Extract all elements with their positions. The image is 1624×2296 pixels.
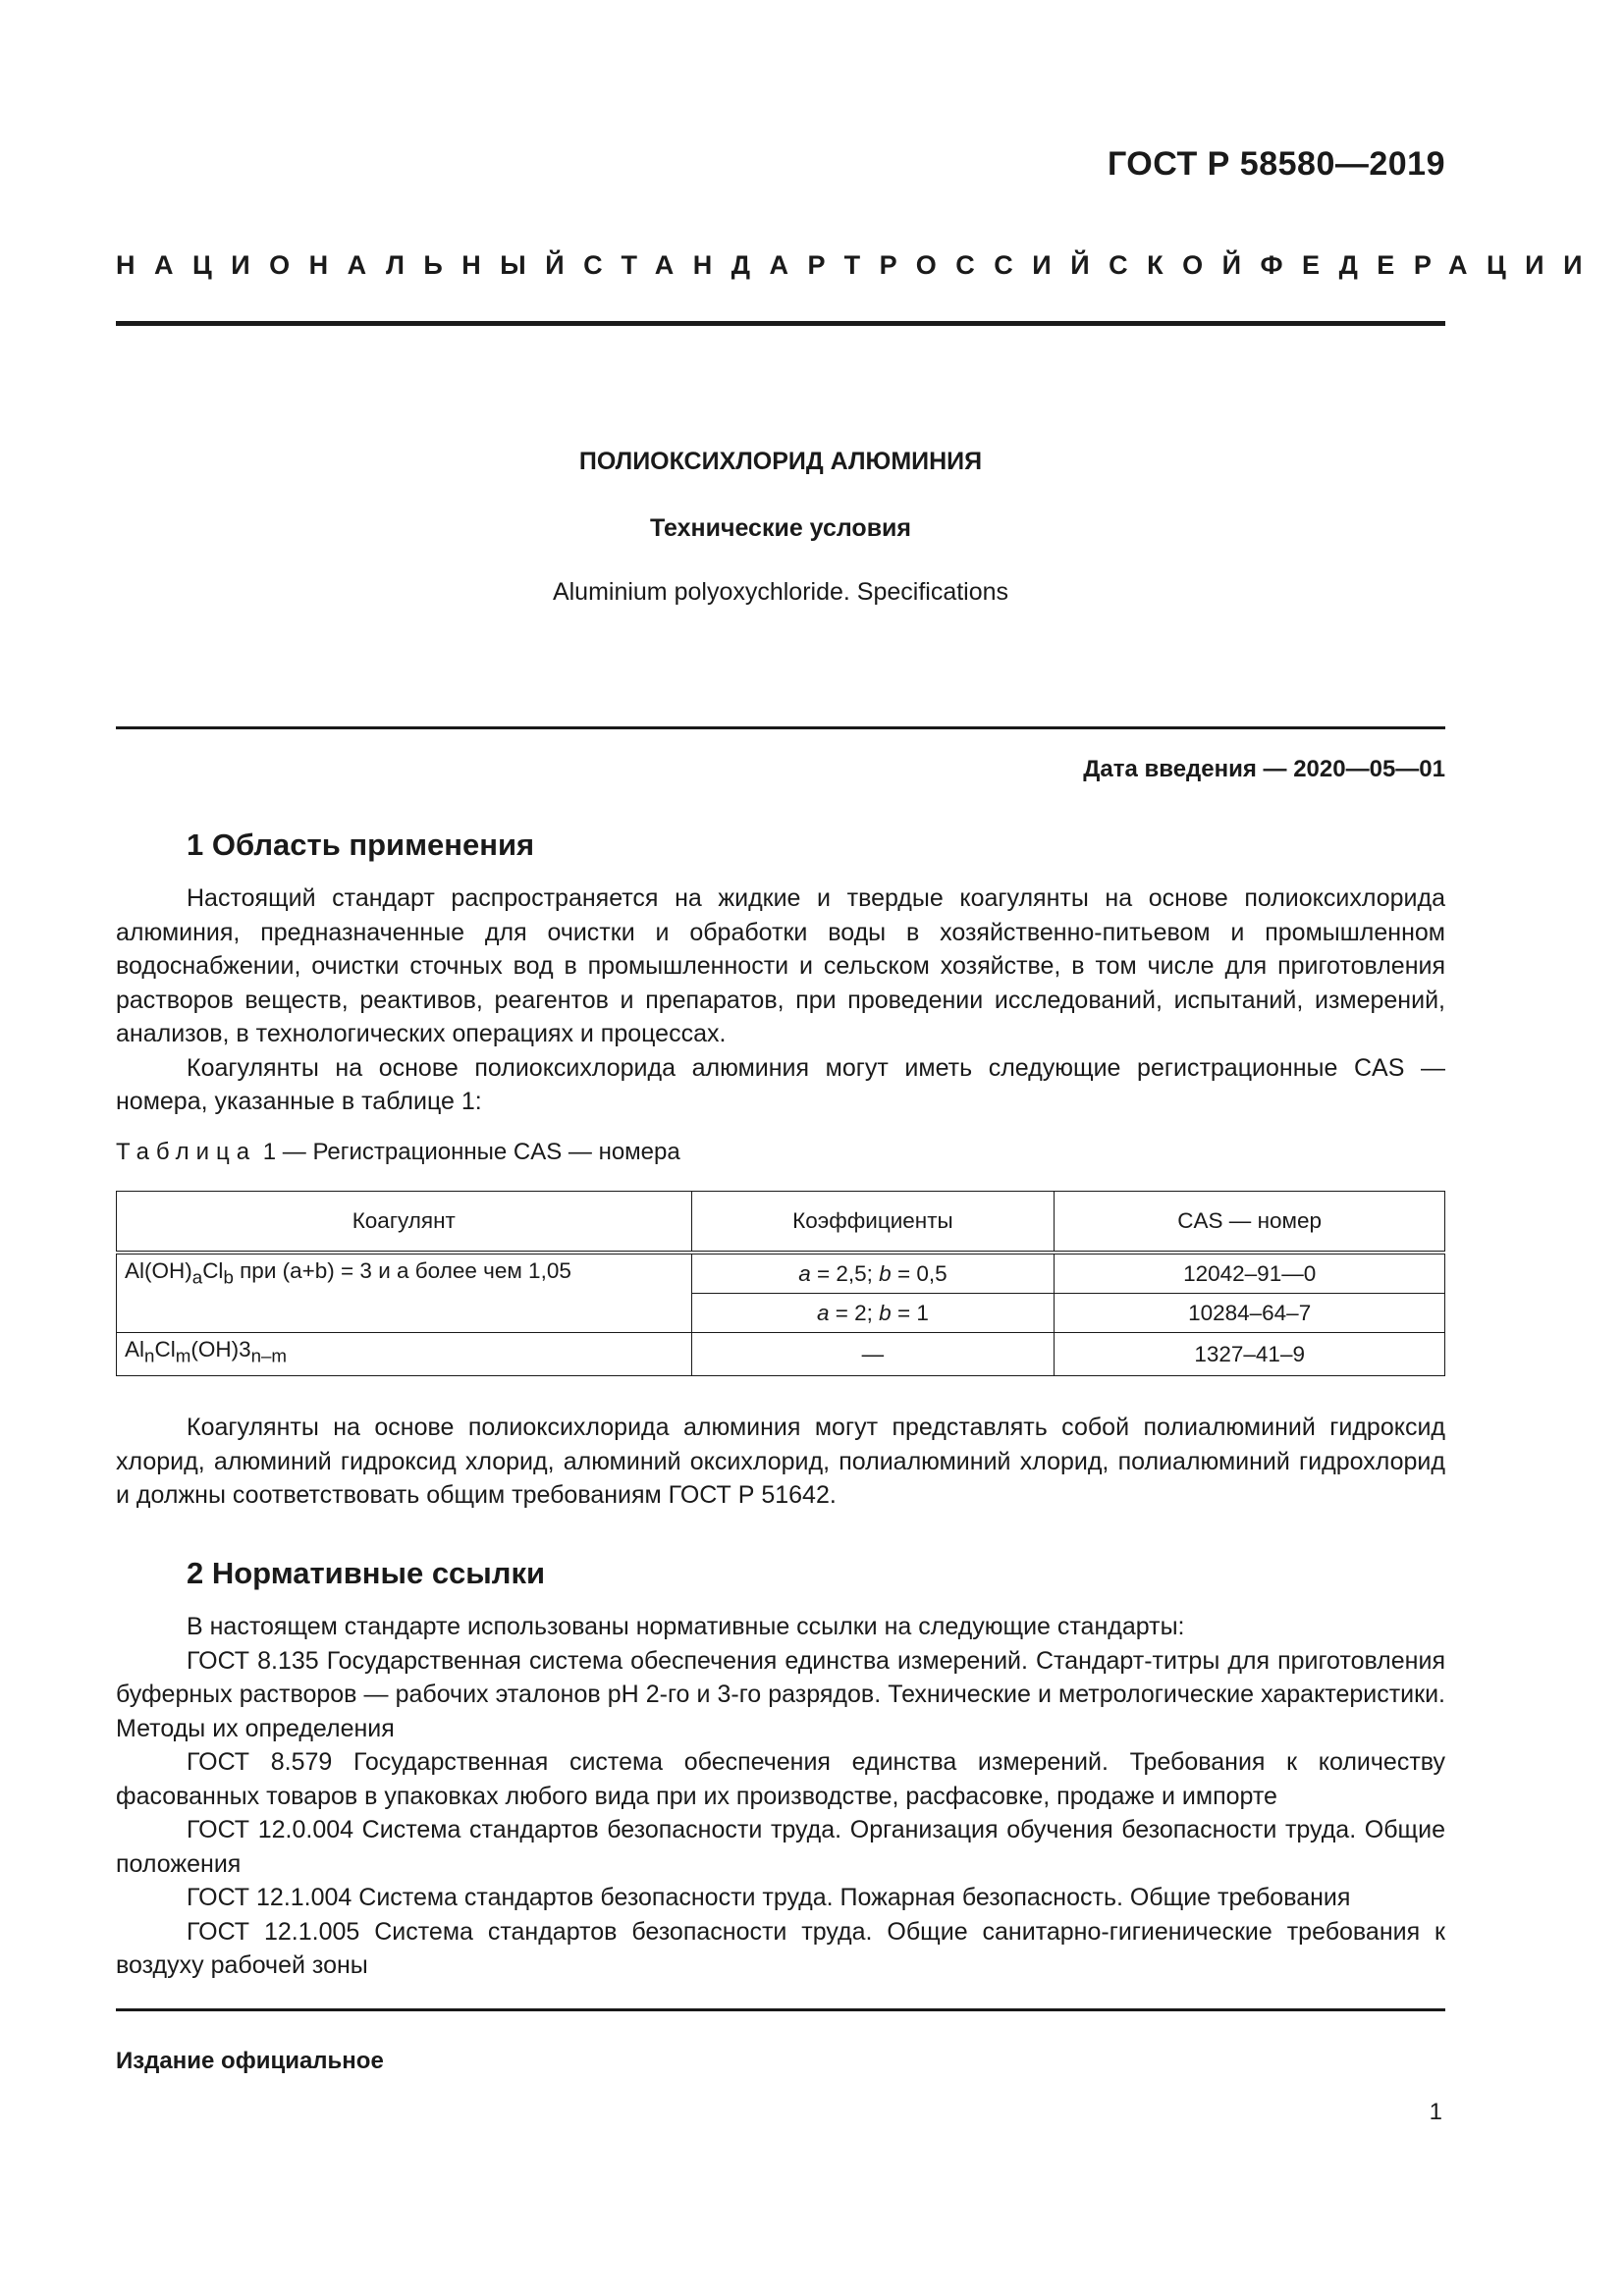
table-caption [116,1139,680,1166]
coefficients-cell: — [691,1333,1055,1376]
column-header: Коэффициенты [691,1192,1055,1254]
document-code: ГОСТ Р 58580—2019 [1107,145,1445,183]
coagulant-formula-cell: $Al(OH)_aCl_b$ при (a+b) = 3 и а более чем 1,05 [117,1253,692,1333]
banner-word: ФЕДЕРАЦИИ [1260,250,1601,280]
national-standard-banner [116,250,1601,281]
cas-numbers-table [116,1191,1445,1376]
paragraph: В настоящем стандарте использованы нормативные ссылки на следующие стандарты: [187,1613,1185,1640]
document-subtitle: Технические условия [649,514,912,542]
english-title: Aluminium polyoxychloride. Specifications [552,578,1009,606]
introduction-date: Дата введения — 2020—05—01 [1083,756,1445,782]
section-heading: 1 Область применения [187,828,535,862]
cas-number-cell: 1327–41–9 [1055,1333,1445,1376]
section-1-body [116,881,1445,1119]
paragraph: Коагулянты на основе полиоксихлорида алюминия могут иметь следующие регистрационные CAS — номера, указанные в таблице 1: [116,1053,1445,1115]
column-header: Коагулянт [117,1192,692,1254]
paragraph: Коагулянты на основе полиоксихлорида алюминия могут представлять собой полиалюминий гидроксид хлорид, алюминий гидроксид хлорид, алюминий оксихлорид, полиалюминий хлорид, полиалюминий гидрохлорид и должны соответствовать общим требованиям ГОСТ Р 51642. [116,1414,1445,1509]
reference-item: ГОСТ 12.1.004 Система стандартов безопасности труда. Пожарная безопасность. Общие требования [187,1884,1351,1911]
banner-word: РОССИЙСКОЙ [879,250,1261,280]
reference-item: ГОСТ 8.135 Государственная система обеспечения единства измерений. Стандарт-титры для приготовления буферных растворов — рабочих эталонов pH 2-го и 3-го разрядов. Технические и метрологические характеристики. Методы их определения [116,1646,1445,1742]
banner-word: СТАНДАРТ [583,250,880,280]
official-edition-label: Издание официальное [116,2048,384,2074]
table-row [117,1253,1445,1294]
table-caption-label: Таблица [116,1139,257,1165]
coagulant-formula-cell: $Al_nCl_m(OH)3_{n-m}$ [117,1333,692,1376]
column-header: CAS — номер [1055,1192,1445,1254]
reference-item: ГОСТ 12.0.004 Система стандартов безопасности труда. Организация обучения безопасности труда. Общие положения [116,1816,1445,1878]
cas-number-cell: 12042–91—0 [1055,1253,1445,1294]
section-2-body [116,1610,1445,1983]
coefficients-cell: a = 2,5; b = 0,5 [691,1253,1055,1294]
table-row [117,1333,1445,1376]
coefficients-cell: a = 2; b = 1 [691,1294,1055,1333]
document-title: ПОЛИОКСИХЛОРИД АЛЮМИНИЯ [578,448,983,475]
section-1-continuation [116,1411,1445,1513]
section-heading: 2 Нормативные ссылки [187,1556,546,1590]
header-divider [116,321,1445,326]
title-divider [116,726,1445,729]
footer-divider [116,2008,1445,2011]
page-number: 1 [1429,2099,1442,2125]
table-header-row [117,1192,1445,1254]
reference-item: ГОСТ 12.1.005 Система стандартов безопасности труда. Общие санитарно-гигиенические требования к воздуху рабочей зоны [116,1917,1445,1979]
table-caption-text: 1 — Регистрационные CAS — номера [256,1139,680,1165]
reference-item: ГОСТ 8.579 Государственная система обеспечения единства измерений. Требования к количеству фасованных товаров в упаковках любого вида при их производстве, расфасовке, продаже и импорте [116,1748,1445,1810]
cas-number-cell: 10284–64–7 [1055,1294,1445,1333]
paragraph: Настоящий стандарт распространяется на жидкие и твердые коагулянты на основе полиоксихлорида алюминия, предназначенные для очистки и обработки воды в хозяйственно-питьевом и промышленном водоснабжении, очистки сточных вод в промышленности и сельском хозяйстве, в том числе для приготовления растворов веществ, реактивов, реагентов и препаратов, при проведении исследований, испытаний, измерений, анализов, в технологических операциях и процессах. [116,884,1445,1047]
banner-word: НАЦИОНАЛЬНЫЙ [116,250,584,280]
